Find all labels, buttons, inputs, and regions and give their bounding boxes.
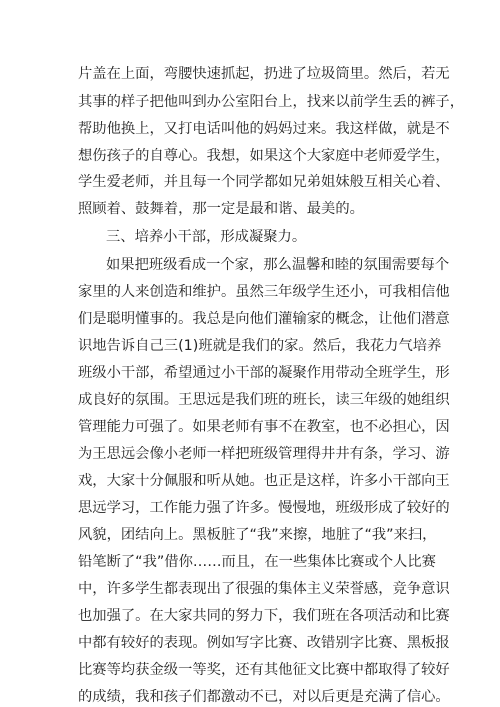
text-line: 学生爱老师，并且每一个同学都如兄弟姐妹般互相关心着、 (78, 174, 450, 190)
text-line: 家里的人来创造和维护。虽然三年级学生还小，可我相信他 (78, 284, 450, 300)
text-line: 中都有较好的表现。例如写字比赛、改错别字比赛、黑板报 (78, 635, 450, 651)
text-line: 其事的样子把他叫到办公室阳台上，找来以前学生丢的裤子， (78, 94, 465, 110)
text-line: 管理能力可强了。如果老师有事不在教室，也不必担心，因 (78, 419, 450, 435)
text-line: 想伤孩子的自尊心。我想，如果这个大家庭中老师爱学生， (78, 148, 450, 164)
text-line: 为王思远会像小老师一样把班级管理得井井有条，学习、游 (78, 446, 450, 462)
text-line: 风貌，团结向上。黑板脏了“我”来擦，地脏了“我”来扫， (78, 527, 437, 543)
text-line: 班级小干部，希望通过小干部的凝聚作用带动全班学生，形 (78, 365, 450, 381)
text-line: 识地告诉自己三(1)班就是我们的家。然后，我花力气培养 (78, 338, 442, 354)
section-heading: 三、培养小干部，形成凝聚力。 (106, 229, 307, 245)
text-line: 照顾着、鼓舞着，那一定是最和谐、最美的。 (78, 201, 364, 217)
text-line: 帮助他换上，又打电话叫他的妈妈过来。我这样做，就是不 (78, 121, 450, 137)
text-line: 成良好的氛围。王思远是我们班的班长，读三年级的她组织 (78, 392, 450, 408)
text-line: 的成绩，我和孩子们都激动不已，对以后更是充满了信心。 (78, 689, 450, 705)
text-line: 比赛等均获金级一等奖，还有其他征文比赛中都取得了较好 (78, 662, 450, 678)
text-line: 铅笔断了“我”借你……而且，在一些集体比赛或个人比赛 (78, 554, 436, 570)
paragraph-first-line: 如果把班级看成一个家，那么温馨和睦的氛围需要每个 (106, 257, 450, 273)
text-line: 们是聪明懂事的。我总是向他们灌输家的概念，让他们潜意 (78, 311, 450, 327)
text-line: 片盖在上面，弯腰快速抓起，扔进了垃圾筒里。然后，若无 (78, 66, 450, 82)
text-line: 戏，大家十分佩服和听从她。也正是这样，许多小干部向王 (78, 473, 450, 489)
text-line: 也加强了。在大家共同的努力下，我们班在各项活动和比赛 (78, 608, 450, 624)
text-line: 中，许多学生都表现出了很强的集体主义荣誉感，竞争意识 (78, 581, 450, 597)
text-line: 思远学习，工作能力强了许多。慢慢地，班级形成了较好的 (78, 500, 450, 516)
